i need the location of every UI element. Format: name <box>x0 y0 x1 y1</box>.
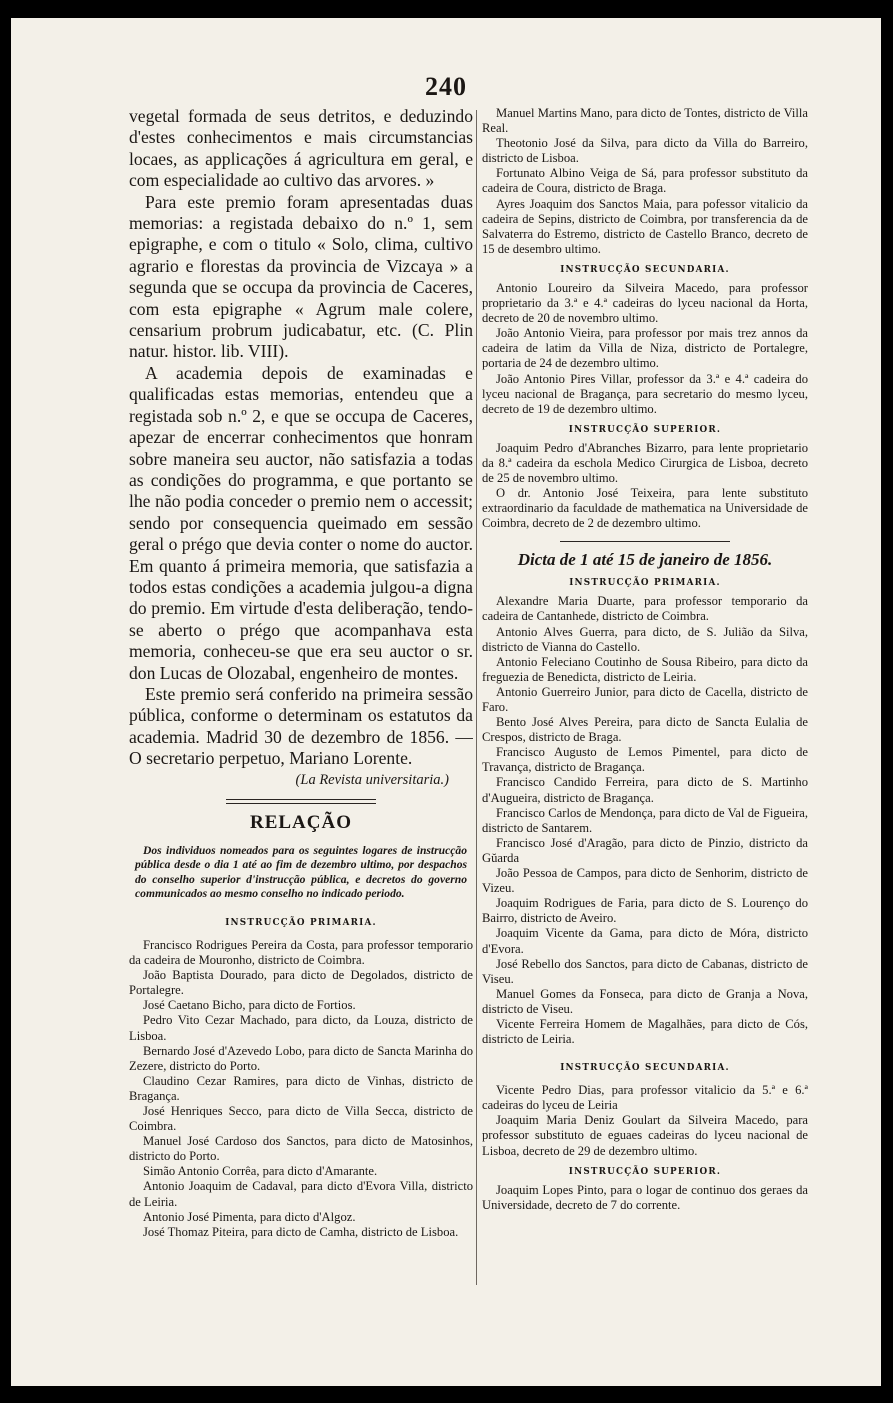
separator-rule <box>226 799 376 804</box>
relacao-title: RELAÇÃO <box>249 811 352 833</box>
list-item: João Antonio Pires Villar, professor da 3.ª e 4.ª cadeira do lyceu nacional de Bragança, para secretario do mesmo lyceu, decreto de 19 de dezembro ultimo. <box>482 371 808 416</box>
list-item: Francisco Rodrigues Pereira da Costa, para professor temporario da cadeira de Mouronho, districto de Coimbra. <box>129 937 473 968</box>
superior-list-2 <box>482 1183 808 1213</box>
article-paragraph: Para este premio foram apresentadas duas memorias: a registada debaixo do n.º 1, sem epigraphe, e com o titulo « Solo, clima, cultivo agrario e florestas da provincia de Vizcaya » a segunda que se occupa da provincia de Caceres, com esta epigraphe « Agrum male colere, censarium probrum judicabatur, etc. (C. Plin natur. histor. lib. VIII). <box>129 191 473 362</box>
list-item: João Pessoa de Campos, para dicto de Senhorim, districto de Vizeu. <box>482 866 808 896</box>
list-item: Joaquim Vicente da Gama, para dicto de Móra, districto d'Evora. <box>482 926 808 956</box>
list-item: Claudino Cezar Ramires, para dicto de Vinhas, districto de Bragança. <box>129 1073 473 1103</box>
list-item: Vicente Pedro Dias, para professor vitalicio da 5.ª e 6.ª cadeiras do lyceu de Leiria <box>482 1083 808 1113</box>
list-item: Antonio Joaquim de Cadaval, para dicto d'Evora Villa, districto de Leiria. <box>129 1179 473 1209</box>
list-item: João Antonio Vieira, para professor por mais trez annos da cadeira de latim da Villa de Niza, districto de Portalegre, portaria de 24 de dezembro ultimo. <box>482 326 808 371</box>
source-citation: (La Revista universitaria.) <box>295 771 449 788</box>
page-number: 240 <box>425 72 467 101</box>
section-heading: INSTRUCÇÃO SUPERIOR. <box>568 1166 722 1177</box>
newspaper-page <box>11 18 881 1386</box>
article-paragraph: Este premio será conferido na primeira sessão pública, conforme o determinam os estatutos da academia. Madrid 30 de dezembro de 1856. — O secretario perpetuo, Mariano Lorente. <box>129 683 473 769</box>
right-column <box>482 106 808 1213</box>
list-item: Antonio José Pimenta, para dicto d'Algoz. <box>143 1209 356 1224</box>
left-column <box>129 106 473 1240</box>
list-item: Ayres Joaquim dos Sanctos Maia, para pofessor vitalicio da cadeira de Sepins, districto de Coimbra, por transferencia da de Salvaterra do Estremo, districto de Castello Branco, decreto de 15 de desembro ultimo. <box>482 196 808 256</box>
list-item: Simão Antonio Corrêa, para dicto d'Amarante. <box>143 1164 378 1179</box>
list-item: Joaquim Maria Deniz Goulart da Silveira Macedo, para professor substituto de eguaes cadeiras do lyceu nacional de Lisboa, decreto de 29 de dezembro ultimo. <box>482 1113 808 1158</box>
list-item: José Caetano Bicho, para dicto de Fortios. <box>143 998 356 1013</box>
primaria-list <box>129 938 473 1240</box>
section-heading: INSTRUCÇÃO PRIMARIA. <box>569 578 721 589</box>
list-item: Alexandre Maria Duarte, para professor temporario da cadeira de Cantanhede, districto de Coimbra. <box>482 594 808 624</box>
top-list <box>482 106 808 257</box>
secundaria-list <box>482 281 808 417</box>
article-text <box>129 106 473 770</box>
list-item: José Thomaz Piteira, para dicto de Camha, districto de Lisboa. <box>143 1224 459 1239</box>
article-paragraph: A academia depois de examinadas e qualificadas estas memorias, entendeu que a registada sob n.º 2, e que se occupa de Caceres, apezar de encerrar conhecimentos que honram sobre maneira seu auctor, não satisfazia a todas as condições do programma, e que portanto se lhe não podia conceder o premio nem o accessit; sendo por consequencia queimado em sessão geral o prégo que devia conter o nome do auctor. Em quanto á primeira memoria, que satisfazia a todos estas condições a academia julgou-a digna do premio. Em virtude d'esta deliberação, tendo-se aberto o prégo que acompanhava esta memoria, conheceu-se que era seu auctor o sr. don Lucas de Olozabal, engenheiro de montes. <box>129 362 473 683</box>
list-item: Antonio Alves Guerra, para dicto, de S. Julião da Silva, districto de Vianna do Castello. <box>482 624 808 654</box>
list-item: Manuel Gomes da Fonseca, para dicto de Granja a Nova, districto de Viseu. <box>482 986 808 1016</box>
list-item: José Henriques Secco, para dicto de Villa Secca, districto de Coimbra. <box>129 1104 473 1134</box>
list-item: Vicente Ferreira Homem de Magalhães, para dicto de Cós, districto de Leiria. <box>482 1016 808 1047</box>
list-item: Pedro Vito Cezar Machado, para dicto, da Louza, districto de Lisboa. <box>129 1013 473 1043</box>
relacao-intro: Dos individuos nomeados para os seguintes logares de instrucção pública desde o dia 1 até ao fim de dezembro ultimo, por despachos do conselho superior d'instrucção pública, e decretos do governo communicados ao mesmo conselho no indicado periodo. <box>135 843 467 901</box>
section-heading: INSTRUCÇÃO SECUNDARIA. <box>560 264 730 275</box>
superior-list <box>482 441 808 532</box>
list-item: João Baptista Dourado, para dicto de Degolados, districto de Portalegre. <box>129 968 473 998</box>
list-item: Antonio Guerreiro Junior, para dicto de Cacella, districto de Faro. <box>482 684 808 714</box>
list-item: José Rebello dos Sanctos, para dicto de Cabanas, districto de Viseu. <box>482 956 808 986</box>
list-item: Fortunato Albino Veiga de Sá, para professor substituto da cadeira de Coura, districto de Braga. <box>482 166 808 196</box>
primaria-list-2 <box>482 594 808 1047</box>
article-paragraph: vegetal formada de seus detritos, e deduzindo d'estes conhecimentos e mais circumstancias locaes, as applicações á agricultura em geral, e com especialidade ao cultivo das arvores. » <box>129 106 473 191</box>
list-item: Francisco José d'Aragão, para dicto de Pinzio, districto da Gŭarda <box>482 835 808 865</box>
list-item: Manuel Martins Mano, para dicto de Tontes, districto de Villa Real. <box>482 106 808 136</box>
section-heading: INSTRUCÇÃO PRIMARIA. <box>225 917 377 928</box>
list-item: Antonio Loureiro da Silveira Macedo, para professor proprietario da 3.ª e 4.ª cadeiras do lyceu nacional da Horta, decreto de 20 de novembro ultimo. <box>482 280 808 326</box>
secundaria-list-2 <box>482 1083 808 1158</box>
list-item: Manuel José Cardoso dos Sanctos, para dicto de Matosinhos, districto do Porto. <box>129 1134 473 1164</box>
column-divider <box>476 110 477 1285</box>
separator-rule <box>560 541 730 542</box>
list-item: Joaquim Pedro d'Abranches Bizarro, para lente proprietario da 8.ª cadeira da eschola Medico Cirurgica de Lisboa, decreto de 25 de novembro ultimo. <box>482 440 808 485</box>
list-item: Bento José Alves Pereira, para dicto de Sancta Eulalia de Crespos, districto de Braga. <box>482 715 808 745</box>
list-item: Antonio Feleciano Coutinho de Sousa Ribeiro, para dicto da freguezia de Benedicta, districto de Leiria. <box>482 654 808 684</box>
list-item: Francisco Augusto de Lemos Pimentel, para dicto de Travança, districto de Bragança. <box>482 745 808 775</box>
list-item: Francisco Carlos de Mendonça, para dicto de Val de Figueira, districto de Santarem. <box>482 805 808 835</box>
list-item: Joaquim Rodrigues de Faria, para dicto de S. Lourenço do Bairro, districto de Aveiro. <box>482 896 808 926</box>
list-item: Francisco Candido Ferreira, para dicto de S. Martinho d'Augueira, districto de Bragança. <box>482 775 808 805</box>
list-item: O dr. Antonio José Teixeira, para lente substituto extraordinario da faculdade de mathematica na Universidade de Coimbra, decreto de 2 de dezembro ultimo. <box>482 486 808 531</box>
dicta-title: Dicta de 1 até 15 de janeiro de 1856. <box>517 550 773 570</box>
list-item: Bernardo José d'Azevedo Lobo, para dicto de Sancta Marinha do Zezere, districto do Porto. <box>129 1043 473 1073</box>
list-item: Joaquim Lopes Pinto, para o logar de continuo dos geraes da Universidade, decreto de 7 do corrente. <box>482 1182 808 1212</box>
section-heading: INSTRUCÇÃO SECUNDARIA. <box>560 1063 730 1074</box>
list-item: Theotonio José da Silva, para dicto da Villa do Barreiro, districto de Lisboa. <box>482 136 808 166</box>
section-heading: INSTRUCÇÃO SUPERIOR. <box>568 424 722 435</box>
